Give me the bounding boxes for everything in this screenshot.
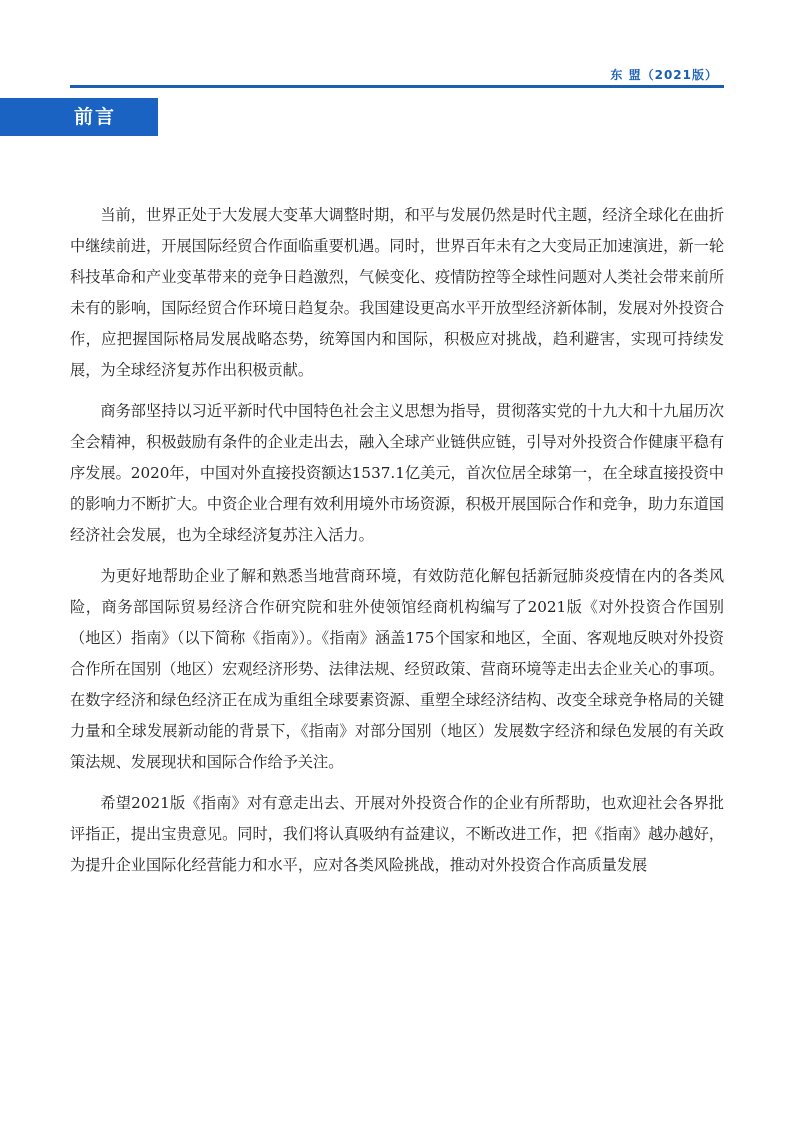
running-header-title: 东 盟（2021版）	[610, 68, 718, 82]
paragraph-3: 为更好地帮助企业了解和熟悉当地营商环境，有效防范化解包括新冠肺炎疫情在内的各类风险，商务部国际贸易经济合作研究院和驻外使领馆经商机构编写了2021版《对外投资合作国别（地区）指南》（以下简称《指南》）。《指南》涵盖175个国家和地区，全面、客观地反映对外投资合作所在国别（地区）宏观经济形势、法律法规、经贸政策、营商环境等走出去企业关心的事项。在数字经济和绿色经济正在成为重组全球要素资源、重塑全球经济结构、改变全球竞争格局的关键力量和全球发展新动能的背景下，《指南》对部分国别（地区）发展数字经济和绿色发展的有关政策法规、发展现状和国际合作给予关注。	[70, 567, 724, 771]
paragraph-4: 希望2021版《指南》对有意走出去、开展对外投资合作的企业有所帮助，也欢迎社会各界批评指正，提出宝贵意见。同时，我们将认真吸纳有益建议，不断改进工作，把《指南》越办越好，为提升企业国际化经营能力和水平，应对各类风险挑战，推动对外投资合作高质量发展	[70, 794, 724, 874]
paragraph-1: 当前，世界正处于大发展大变革大调整时期，和平与发展仍然是时代主题，经济全球化在曲折中继续前进，开展国际经贸合作面临重要机遇。同时，世界百年未有之大变局正加速演进，新一轮科技革命和产业变革带来的竞争日趋激烈，气候变化、疫情防控等全球性问题对人类社会带来前所未有的影响，国际经贸合作环境日趋复杂。我国建设更高水平开放型经济新体制，发展对外投资合作，应把握国际格局发展战略态势，统筹国内和国际，积极应对挑战，趋利避害，实现可持续发展，为全球经济复苏作出积极贡献。	[70, 206, 724, 379]
paragraph-2: 商务部坚持以习近平新时代中国特色社会主义思想为指导，贯彻落实党的十九大和十九届历次全会精神，积极鼓励有条件的企业走出去，融入全球产业链供应链，引导对外投资合作健康平稳有序发展。2020年，中国对外直接投资额达1537.1亿美元，首次位居全球第一，在全球直接投资中的影响力不断扩大。中资企业合理有效利用境外市场资源，积极开展国际合作和竞争，助力东道国经济社会发展，也为全球经济复苏注入活力。	[70, 402, 724, 544]
preface-body	[70, 200, 724, 891]
header-divider	[70, 85, 724, 88]
section-title: 前言	[74, 106, 117, 128]
